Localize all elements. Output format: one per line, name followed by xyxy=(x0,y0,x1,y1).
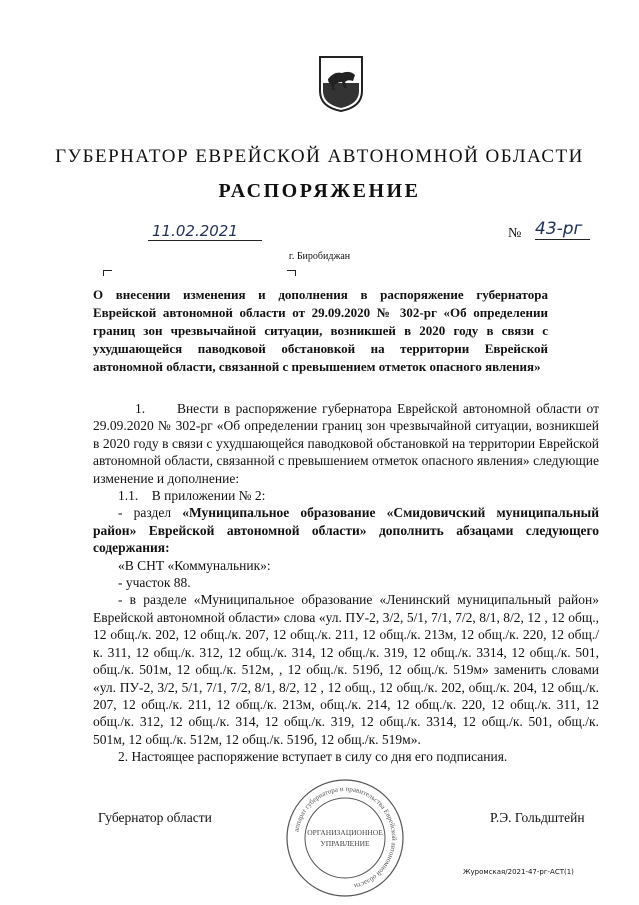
signer-role: Губернатор области xyxy=(98,810,212,825)
paragraph-1-1: 1.1. В приложении № 2: xyxy=(118,488,266,504)
paragraph-snt: «В СНТ «Коммунальник»: xyxy=(118,557,271,573)
action-bold: дополнить абзацами следующего содержания: xyxy=(93,522,599,556)
section-name-bold: «Муниципальное образование «Смидовичский муниципальный район» Еврейской автономной области» xyxy=(93,505,599,538)
document-footer-code: Журомская/2021-47-рг-АСТ(1) xyxy=(463,868,574,876)
dash-text: - раздел xyxy=(118,505,183,521)
stamp-ring-text: аппарат губернатора и правительства Еврейской автономной области xyxy=(292,784,399,891)
paragraph-2: 2. Настоящее распоряжение вступает в силу со дня его подписания. xyxy=(118,749,508,765)
paragraph-plot: - участок 88. xyxy=(118,575,191,591)
document-date: 11.02.2021 xyxy=(148,222,262,241)
coat-of-arms-emblem xyxy=(318,55,364,113)
subject-bracket-right xyxy=(287,270,296,276)
paragraph-1: 1. Внести в распоряжение губернатора Еврейской автономной области от 29.09.2020 № 302-рг «Об определении границ зон чрезвычайной ситуации, возникшей в 2020 году в связи с ухудшающейся паводковой обстановкой на территории Еврейской автономной области, связанной с превышением отметок опасного явления» следующие изменение и дополнение: xyxy=(93,401,599,486)
stamp-center-line2: УПРАВЛЕНИЕ xyxy=(320,839,370,848)
signer-name: Р.Э. Гольдштейн xyxy=(490,810,585,825)
document-subject: О внесении изменения и дополнения в распоряжение губернатора Еврейской автономной области от 29.09.2020 № 302-рг «Об определении границ зон чрезвычайной ситуации, возникшей в 2020 году в связи с ухудшающейся паводковой обстановкой на территории Еврейской автономной области, связанной с превышением отметок опасного явления» xyxy=(93,287,548,374)
document-body xyxy=(93,400,599,766)
stamp-center-line1: ОРГАНИЗАЦИОННОЕ xyxy=(307,828,383,837)
document-number: 43-рг xyxy=(535,219,590,240)
paragraph-section-smidovich xyxy=(93,504,599,556)
city-name: г. Биробиджан xyxy=(288,251,351,262)
document-type: РАСПОРЯЖЕНИЕ xyxy=(218,180,421,202)
spacer-text xyxy=(367,523,379,538)
paragraph-section-leninsky: - в разделе «Муниципальное образование «Ленинский муниципальный район» Еврейской автономной области» слова «ул. ПУ-2, 3/2, 5/1, 7/1, 7/2, 8/1, 8/2, 12 , 12 общ., 12 общ./к. 202, 12 общ./к. 207, 12 общ./к. 211, 12 общ./к. 213м, 12 общ./к. 220, 12 общ./к. 311, 12 общ./к. 312, 12 общ./к. 314, 12 общ./к. 319, 12 общ./к. 3314, 12 общ./к. 501, общ./к. 501м, 12 общ./к. 512м, , 12 общ./к. 519б, 12 общ./к. 519м» заменить словами «ул. ПУ-2, 3/2, 5/1, 7/1, 7/2, 8/1, 8/2, 12 , 12 общ., 12 общ./к. 202, общ./к. 204, 12 общ./к. 207, 12 общ./к. 211, 12 общ./к. 213м, общ./к. 214, 12 общ./к. 220, 12 общ./к. 311, 12 общ./к. 312, 12 общ./к. 314, 12 общ./к. 319, 12 общ./к. 3314, 12 общ./к. 501, общ./к. 501м, 12 общ./к. 512м, 12 общ./к. 519б, 12 общ./к. 519м». xyxy=(93,592,599,747)
official-stamp xyxy=(285,778,405,898)
subject-bracket-left xyxy=(103,270,112,276)
issuer-title: ГУБЕРНАТОР ЕВРЕЙСКОЙ АВТОНОМНОЙ ОБЛАСТИ xyxy=(55,146,584,167)
number-label: № xyxy=(508,226,522,241)
